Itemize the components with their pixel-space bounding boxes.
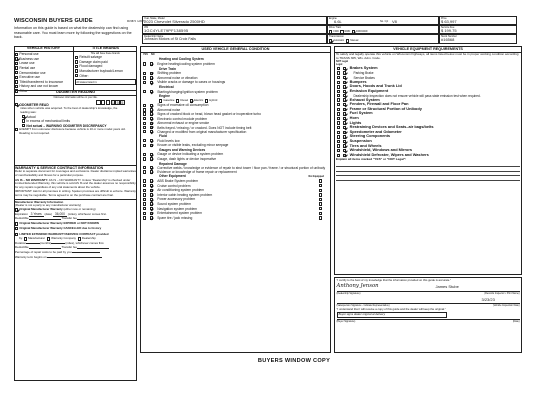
not-equipped-checkbox[interactable] [319,216,322,219]
equipment-item: Fenders, Firewall and Floor Pan [337,102,522,107]
equipment-item: Frame or Structural Portion of Unibody [337,107,522,112]
fuel-checkbox[interactable] [176,99,179,102]
legal-checkbox[interactable] [343,126,346,129]
legal-checkbox[interactable] [343,149,346,152]
condition-group-title: Engine [159,94,170,99]
condition-yes-checkbox[interactable] [143,130,146,133]
inspector-name: James Stube [435,284,459,290]
not-equipped-checkbox[interactable] [319,189,322,192]
equipment-item: Horn [337,116,522,121]
condition-group-title: Heating and Cooling System [159,57,204,62]
history-item: Executive use [15,75,72,80]
other-no-checkbox[interactable] [150,184,153,187]
condition-group-title: Gauges and Warning Devices [159,147,206,152]
other-yes-checkbox[interactable] [143,212,146,215]
condition-no-checkbox[interactable] [150,139,153,142]
history-item: Lease use [15,61,72,66]
condition-yes-checkbox[interactable] [143,144,146,147]
legal-checkbox[interactable] [343,67,346,70]
inspection-date: 3/23/23 [481,297,495,303]
condition-item: Engine heating/cooling system problem [143,62,331,67]
condition-yes-checkbox[interactable] [143,122,146,125]
not-legal-checkbox[interactable] [337,154,340,157]
fuel-checkbox[interactable] [190,99,193,102]
fuel-checkbox[interactable] [159,99,162,102]
equipment-item: Service Brakes [337,75,522,80]
transmission-cell: Transmission Automatic Manual [327,34,439,44]
equipment-item: Exhaust System [337,98,522,103]
not-equipped-checkbox[interactable] [319,198,322,201]
legal-checkbox[interactable] [343,135,346,138]
certification-section: "I certify to the best of my knowledge that the information provided on this guide is accurate." Anthony Jenson James Stube (Dealership Signature) (Records Inspector • Print Name) 3/23/23 (Salesperson Signature - Indicate Representative) (Vehicle Inspection Date) "I understand that I will receive a copy of this guide and the dealer will keep the original." Buyer signs dealer original at delivery (Buyer Signature) (Date) [334,277,522,353]
not-legal-checkbox[interactable] [337,108,340,111]
history-checkbox[interactable] [15,71,18,74]
other-yes-checkbox[interactable] [143,202,146,205]
condition-no-checkbox[interactable] [150,166,153,169]
brand-checkbox[interactable] [75,56,78,59]
not-equipped-checkbox[interactable] [319,207,322,210]
history-item: Other [15,89,72,94]
vehicle-history-heading: VEHICLE HISTORY [14,46,73,52]
legal-checkbox[interactable] [343,121,346,124]
condition-item: Belts frayed / missing / or cracked. Does NOT include timing belt [143,126,331,130]
buyers-guide-form [14,18,522,382]
not-legal-checkbox[interactable] [337,90,340,93]
form-intro: Information on this guide is based on what the dealership can find using reasonable care. You must learn more by following the suggestions on the back. [14,26,132,40]
condition-item: Abnormal noise or vibration [143,76,331,81]
condition-group-title: Electrical [159,85,174,90]
equipment-item: Emission Equipment [337,89,522,94]
condition-item: Abnormal noise [143,108,331,113]
other-yes-checkbox[interactable] [143,184,146,187]
warranty-heading: WARRANTY & SERVICE CONTRACT INFORMATION [15,166,104,170]
condition-item: Known or visible leaks, excluding minor seepage [143,143,331,148]
expiration-miles: 36,000 [54,212,65,217]
history-item: Business use [15,57,72,62]
equipment-section: VEHICLE EQUIPMENT REQUIREMENTS To safely and legally operate this vehicle on Wisconsin highways, all items listed below must be in proper working condition according to TRANS 305, Wis. Adm. Code. NOT Legal Legal Brakes System Parking Brake Service Brakes Bumpers Doors, Hoods and Trunk Lid Emission Equipment Dealership inspection does not ensure vehicle will pass state emission test when required. Exhaust System Fenders, Firewall and Floor Pan Frame or Structural Portion of Unibody Fuel System Horn Lights Restraining Devices and Seats–air bags/belts Speedometer and Odometer Steering Components Suspension Tires and Wheels Windshield, Windows and Mirrors Windshield Defroster, Wipers and Washers Explain all items marked "YES" or "NOT Legal": [334,46,522,275]
dealer-name: Johnson Motors of St Croix Falls [144,37,196,42]
condition-no-checkbox[interactable] [150,126,153,129]
condition-group-title: Repaired Damage [159,161,187,166]
equipment-item: Fuel System [337,112,522,117]
condition-item: Gauge or device indicating a system problem [143,152,331,157]
history-checkbox[interactable] [15,85,18,88]
condition-item: Changed or modified from original manufacturer specification [143,130,331,134]
condition-yes-checkbox[interactable] [143,170,146,173]
legal-checkbox[interactable] [343,112,346,115]
equipment-heading: VEHICLE EQUIPMENT REQUIREMENTS [335,47,521,53]
title-brands-section: TITLE BRANDS Title will have these brands: Rebuilt salvage Damage claim paid Flood damaged Manufacturer buyback/Lemon Other: All states listed in: [74,46,137,86]
brand-item: Manufacturer buyback/Lemon [75,69,136,74]
other-no-checkbox[interactable] [150,189,153,192]
vin: 1GC4YLE79PF138595 [144,28,189,34]
fuel-checkbox[interactable] [205,99,208,102]
not-equipped-checkbox[interactable] [319,202,322,205]
other-yes-checkbox[interactable] [143,193,146,196]
history-checkbox[interactable] [15,62,18,65]
fuel-type-row: Gasoline Diesel Electric Hybrid [143,99,331,104]
condition-item: Starting/charging/ignition system problem [143,89,331,94]
not-legal-checkbox[interactable] [337,71,340,74]
expiration-years: 3 Years [30,212,42,217]
stock-cell: Stock Number #16568 [439,34,517,44]
brand-item: Other: [75,73,136,78]
price-value: $ 63,997 [441,19,457,25]
legal-checkbox[interactable] [343,94,346,97]
other-no-checkbox[interactable] [150,193,153,196]
other-equipment-item: Power accessory problem [143,197,331,202]
condition-item: Gauge, dash lights or device inoperative [143,157,331,162]
equipment-item: Restraining Devices and Seats–air bags/belts [337,125,522,130]
warranty-section: WARRANTY & SERVICE CONTRACT INFORMATION Refer to separate document for coverages and exclusions. Dealer disclaims implied warranties of merchantability and fitness for a particular purpose. AS IS – NO WARRANTY. AS IS – NO WARRANTY. Unless "Dealership" is checked under Limited Extended Warranty, this vehicle is sold AS IS and the dealer assumes no responsibility for any repairs regardless of any oral statements about the vehicle. IMPORTANT: Ask for all promises in writing. Spoken promises are difficult to enforce. Warranty terms may be negotiable. Terms agreed to on the purchase contract are final. Manufacturer Warranty Information (Dealer is not a party to any manufacturer warranty) Original Manufacturer Warranty (either new or remaining) Expiration 3 Years (date) 36,000 (miles), whichever comes first. Deductible Transfer fee Original Manufacturer Warranty EXPIRED or NOT KNOWN Original Manufacturer Warranty CANCELLED due to history LIMITED EXTENDED WARRANTY/SERVICE CONTRACT provided by: Manufacturer Warranty Company Dealership Duration (months) (miles), whichever comes first. Deductible Transfer fee Percentage of repair costs to be paid by you Warranty term begins on [15,166,136,259]
condition-yes-checkbox[interactable] [143,126,146,129]
title-brands-heading: TITLE BRANDS [74,46,137,52]
other-equipment-item: Sound system problem [143,202,331,207]
not-legal-checkbox[interactable] [337,112,340,115]
history-checkbox[interactable] [15,53,18,56]
condition-yes-checkbox[interactable] [143,153,146,156]
legal-checkbox[interactable] [343,117,346,120]
legal-checkbox[interactable] [343,140,346,143]
not-equipped-checkbox[interactable] [319,212,322,215]
history-item: Personal use [15,52,72,57]
other-no-checkbox[interactable] [150,179,153,182]
other-equipment-item: Navigation system problem [143,206,331,211]
not-legal-checkbox[interactable] [337,117,340,120]
condition-no-checkbox[interactable] [150,112,153,115]
condition-no-checkbox[interactable] [150,62,153,65]
equipment-item: Brakes System [337,66,522,71]
form-title: WISCONSIN BUYERS GUIDE [14,18,93,24]
condition-yes-checkbox[interactable] [143,81,146,84]
legal-checkbox[interactable] [343,90,346,93]
brand-item: Flood damaged [75,64,136,69]
other-no-checkbox[interactable] [150,202,153,205]
other-equipment-item: ABS Brake System problem [143,179,331,184]
equipment-item: Windshield Defroster, Wipers and Washers [337,153,522,158]
history-item: Demonstrator use [15,70,72,75]
other-equipment-item: Spare tire / jack missing [143,216,331,221]
condition-no-checkbox[interactable] [150,72,153,75]
other-equipment-item: Interior cabin heating system problem [143,193,331,198]
condition-no-checkbox[interactable] [150,90,153,93]
history-item: Titled/transferred to insurance [15,80,72,85]
condition-yes-checkbox[interactable] [143,166,146,169]
condition-no-checkbox[interactable] [150,130,153,133]
other-yes-checkbox[interactable] [143,198,146,201]
other-no-checkbox[interactable] [150,212,153,215]
dealer-signature: Anthony Jenson [336,283,379,290]
condition-yes-checkbox[interactable] [143,76,146,79]
legal-checkbox[interactable] [343,98,346,101]
equipment-item: Steering Components [337,135,522,140]
legal-checkbox[interactable] [343,76,346,79]
cylinders-value: V8 [392,18,397,24]
condition-item: Fluid levels low [143,138,331,143]
odometer-digits: 1 5 5 [14,100,137,105]
legal-checkbox[interactable] [343,144,346,147]
condition-no-checkbox[interactable] [150,153,153,156]
condition-yes-checkbox[interactable] [143,62,146,65]
brand-checkbox[interactable] [75,60,78,63]
not-equipped-checkbox[interactable] [319,184,322,187]
not-equipped-checkbox[interactable] [319,179,322,182]
equipment-item: Windshield, Windows and Mirrors [337,148,522,153]
brand-checkbox[interactable] [75,74,78,77]
window-copy-label: BUYERS WINDOW COPY [257,358,331,364]
not-legal-checkbox[interactable] [337,121,340,124]
year-make-model: 2023 Chevrolet Silverado 2500HD [144,19,205,25]
condition-group-title: Fluid [159,134,167,139]
legal-checkbox[interactable] [343,108,346,111]
not-equipped-checkbox[interactable] [319,193,322,196]
condition-section: USED VEHICLE GENERAL CONDITION YES NO Heating and Cooling System Engine heating/cooling system problem Drive Train Shifting problem Abnormal noise or vibration Visible cracks or damage to cases or housings Electrical Starting/charging/ignition system problem Engine Gasoline Diesel Electric Hybrid Signs of excessive oil consumption Abnormal noise Signs of cracked block or head, blown head gasket or inoperative turbo Electronic control module problem Abnormal exhaust or engine smoke Belts frayed / missing / or cracked. Does NOT include timing belt Changed or modified from original manufacturer specification Fluid Fluid levels low Known or visible leaks, excluding minor seepage Gauges and Warning Devices Gauge or device indicating a system problem Gauge, dash lights or device inoperative Repaired Damage Corrective welds / knowledge or evidence of repair to strut tower / floor pan / frame / or structural portion of unibody Evidence or knowledge of frame repair or replacement Other Equipment Not Equipped ABS Brake System problem Cruise control problem Air conditioning system problem Interior cabin heating system problem Power accessory problem Sound system problem Navigation system problem Entertainment system problem Spare tire / jack missing [140,46,331,353]
history-item: Rental use [15,66,72,71]
not-legal-checkbox[interactable] [337,94,340,97]
other-yes-checkbox[interactable] [143,207,146,210]
legal-checkbox[interactable] [343,85,346,88]
not-legal-checkbox[interactable] [337,131,340,134]
equipment-item: Lights [337,121,522,126]
condition-no-checkbox[interactable] [150,117,153,120]
condition-item: Signs of cracked block or head, blown head gasket or inoperative turbo [143,112,331,116]
year-make-model-cell: Year, Make, Model 2023 Chevrolet Silverado 2500HD [142,16,327,25]
service-fee-value: $ 199.75 [441,28,457,34]
brand-item: Rebuilt salvage [75,55,136,60]
condition-yes-checkbox[interactable] [143,72,146,75]
condition-item: Signs of excessive oil consumption [143,103,331,108]
condition-no-checkbox[interactable] [150,108,153,111]
drive-train-cell: Drive Train FWD RWD 4WD/AWD [327,25,439,34]
other-equipment-item: Air conditioning system problem [143,188,331,193]
equipment-item: Suspension [337,139,522,144]
condition-item: Visible cracks or damage to cases or housings [143,80,331,85]
not-legal-checkbox[interactable] [337,98,340,101]
not-legal-checkbox[interactable] [337,76,340,79]
condition-yes-checkbox[interactable] [143,117,146,120]
condition-heading: USED VEHICLE GENERAL CONDITION [141,47,330,53]
condition-yes-checkbox[interactable] [143,112,146,115]
equipment-item: Tires and Wheels [337,144,522,149]
history-checkbox[interactable] [15,66,18,69]
price-cell: Price $ 63,997 [439,16,517,25]
not-legal-checkbox[interactable] [337,126,340,129]
history-checkbox[interactable] [15,76,18,79]
equipment-item: Doors, Hoods and Trunk Lid [337,85,522,90]
engine-cell: Engine 6.6L No. Cyl V8 [327,16,439,25]
history-checkbox[interactable] [15,57,18,60]
legal-checkbox[interactable] [343,103,346,106]
equipment-item: Bumpers [337,80,522,85]
other-no-checkbox[interactable] [150,198,153,201]
equipment-item: Speedometer and Odometer [337,130,522,135]
condition-yes-checkbox[interactable] [143,139,146,142]
history-checkbox[interactable] [15,80,18,83]
other-no-checkbox[interactable] [150,216,153,219]
service-fee-cell: Service Fee $ 199.75 [439,25,517,34]
brand-checkbox[interactable] [75,65,78,68]
equipment-item: Dealership inspection does not ensure vehicle will pass state emission test when required. [337,94,522,98]
condition-item: Abnormal exhaust or engine smoke [143,121,331,126]
legal-checkbox[interactable] [343,71,346,74]
form-number: MV2872 1/2015 [127,19,145,23]
condition-no-checkbox[interactable] [150,104,153,107]
condition-no-checkbox[interactable] [150,157,153,160]
not-legal-checkbox[interactable] [337,67,340,70]
vehicle-history-section [14,46,73,94]
not-legal-checkbox[interactable] [337,149,340,152]
not-legal-checkbox[interactable] [337,140,340,143]
other-equipment-item: Cruise control problem [143,183,331,188]
engine-value: 6.6L [334,18,342,24]
history-item: History and use not known [15,84,72,89]
other-equipment-item: Entertainment system problem [143,211,331,216]
condition-no-checkbox[interactable] [150,144,153,147]
other-yes-checkbox[interactable] [143,216,146,219]
legal-checkbox[interactable] [343,154,346,157]
condition-item: Evidence or knowledge of frame repair or replacement [143,170,331,174]
condition-yes-checkbox[interactable] [143,104,146,107]
condition-no-checkbox[interactable] [150,81,153,84]
condition-yes-checkbox[interactable] [143,108,146,111]
condition-yes-checkbox[interactable] [143,157,146,160]
equipment-item: Parking Brake [337,71,522,76]
legal-checkbox[interactable] [343,131,346,134]
other-yes-checkbox[interactable] [143,189,146,192]
not-legal-checkbox[interactable] [337,103,340,106]
condition-no-checkbox[interactable] [150,170,153,173]
condition-item: Shifting problem [143,71,331,76]
not-legal-checkbox[interactable] [337,81,340,84]
condition-no-checkbox[interactable] [150,76,153,79]
dealer-name-cell: Dealership Name Johnson Motors of St Croix Falls [142,34,327,44]
not-legal-checkbox[interactable] [337,85,340,88]
vin-cell: VIN 1GC4YLE79PF138595 [142,25,327,34]
condition-yes-checkbox[interactable] [143,90,146,93]
other-no-checkbox[interactable] [150,207,153,210]
brand-checkbox[interactable] [75,69,78,72]
legal-checkbox[interactable] [343,81,346,84]
odometer-section: ODOMETER READING Odometer information will be on your title. 1 5 5 ODOMETER READ miles when vehicle was acquired. To the best of dealership's knowledge, the reading was: Actual In excess of mechanical limits Not actual – WARNING ODOMETER DISCREPANCY EXEMPT from odometer disclosure because vehicle is 10 or more model years old. Reading is not required. [14,90,137,135]
odometer-heading: ODOMETER READING [14,90,137,96]
not-legal-checkbox[interactable] [337,144,340,147]
other-yes-checkbox[interactable] [143,179,146,182]
condition-item: Corrective welds / knowledge or evidence of repair to strut tower / floor pan / frame / or structural portion of unibody [143,166,331,170]
condition-group-title: Drive Train [159,66,177,71]
stock-number: #16568 [441,37,455,43]
condition-item: Electronic control module problem [143,116,331,121]
not-legal-checkbox[interactable] [337,135,340,138]
brand-item: Damage claim paid [75,60,136,65]
